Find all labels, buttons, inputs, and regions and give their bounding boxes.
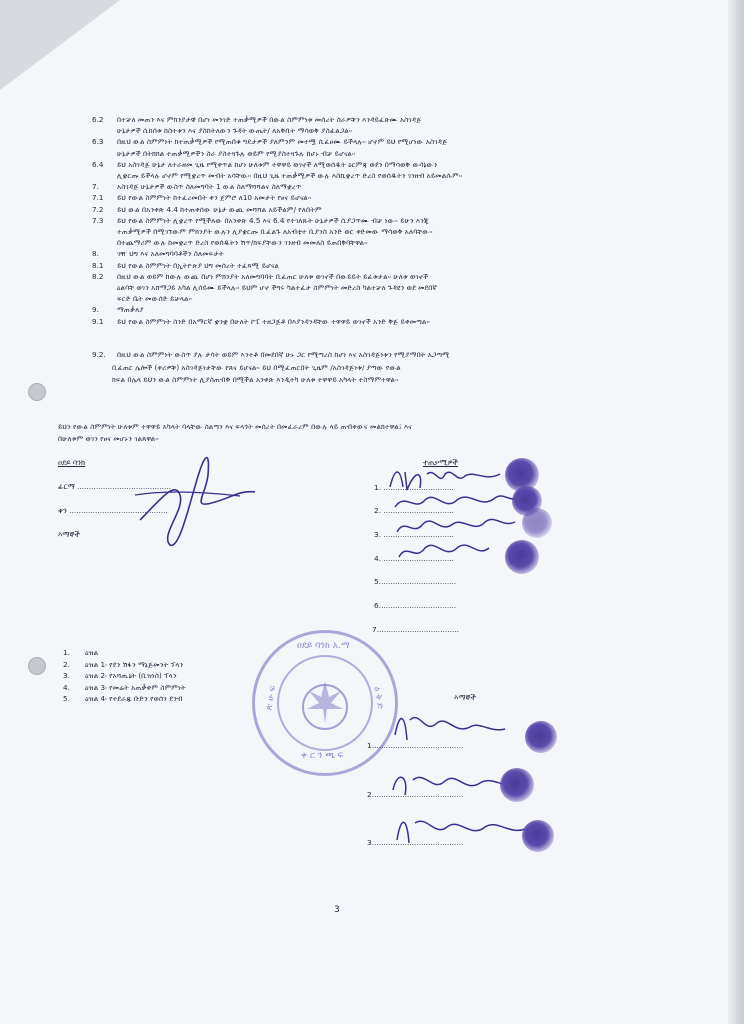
thumbprint bbox=[500, 768, 534, 802]
date-label: ቀን .......................................... bbox=[58, 506, 168, 515]
clause-number: 9. bbox=[92, 305, 99, 315]
clause-number: 6.4 bbox=[92, 159, 104, 169]
clause-line: ይህ የውል ስምምነት ከተፈረመበት ቀን ጀምሮ ለ10 አመታት የፀና ይሆናል፡፡ bbox=[117, 193, 312, 203]
closing-line: ይህን የውል ስምምነት ሁለቱም ተዋዋይ አካላት ባላቸው ስልጣን እና ፍላጎት መሰረት በመፈራረም በውሉ ላይ ጠብቀውና መልክተዋል፤ እና bbox=[58, 422, 413, 431]
clause-line: ተጠቃሚዎች በሚገኘውም ምክንያት ውሉን ሊያቋርጡ ቢፈልጉ ለአብቲተ ቢያንስ አንድ ወር ቀድመው ማሳወቅ አለባቸው፡፡ bbox=[117, 227, 433, 236]
punch-hole bbox=[28, 657, 46, 675]
witness-slot-1: 1....................................... bbox=[367, 741, 464, 750]
page-edge bbox=[728, 0, 744, 1024]
stamp-inner-ring bbox=[277, 655, 373, 751]
annex-item: ዕዝል 1፡ የደን ሽፋን ማኔጅመንት ፕላን bbox=[85, 659, 184, 669]
clause-line: በዚህ ውል ስምምነት ከተጠቃሚዎች የሚጠበቁ ግዴታዎች ያለምንም መተሟ ሲፈፀሙ ይችላሉ፡፡ ሆኖም ይህ የሚሆነው አስገዳጅ bbox=[117, 137, 448, 147]
clause-line: ይህ የውል ስምምነት በኢትዮጵያ ህግ መሰረት ተፈጻሚ ይሆናል bbox=[117, 260, 279, 270]
clause-line: ክፍል በሌላ ይህን ውል ስምምነት ሊያስጠብቅ በሚችል አንቀጽ እንዲተካ ሁለቱ ተዋዋይ አካላት ተስማምተዋል፡፡ bbox=[112, 375, 399, 384]
thumbprint bbox=[522, 820, 554, 852]
clause-number: 7. bbox=[92, 182, 99, 192]
slot-6: 6................................. bbox=[374, 601, 457, 610]
clause-line: በተጨማሪም ውሉ ከመቋረጥ ድረስ የወሰዱትን ሽጥ/ክፍያቸውን ገንዘብ መመለስ ይጠበቅባቸዋል፡፡ bbox=[117, 238, 368, 248]
thumbprint bbox=[505, 540, 539, 574]
annex-number: 3. bbox=[63, 671, 70, 680]
clause-line: በዚህ ውል ስምምነት ውስጥ ያሉ ታሳት ወይም እንተቶ በመደበኛ ሁኑ ጋር የሚጣረስ ከሆነ እና አስገዳጅነቱን የሚያማበት አጋጣሚ bbox=[117, 350, 450, 359]
clause-line: በተቻለ መጠን እና ምክንያታዊ በሆነ መንገድ ተጠቃሚዎች በውል ስምምነቱ መሰረት ስራዎቹን እንዳይፈጽሙ አስገዳጅ bbox=[117, 115, 422, 124]
annex-item: ዕዝል 3፡ የመሬት አጠቃቀም ስምምነት bbox=[85, 682, 186, 692]
stamp-top-text: ዐደይ ባንክ አ.ማ bbox=[297, 641, 350, 651]
clause-line: ይህ የውል ስምምነት ስንድ በአማርኛ ቋንቋ በሁለት ኮፒ ተዘጋጅቶ በእያንዳንዳቸው ተዋዋይ ወገኖች አንድ ቅጅ ይቀመጣል፡፡ bbox=[117, 316, 430, 326]
stamp-right-text: ዕ ቅ ድ bbox=[371, 686, 386, 710]
annex-number: 4. bbox=[63, 682, 70, 692]
clause-number: 6.2 bbox=[92, 115, 104, 124]
annex-number: 2. bbox=[63, 659, 70, 669]
official-stamp bbox=[252, 630, 398, 776]
clause-number: 7.2 bbox=[92, 204, 104, 214]
annex-number: 5. bbox=[63, 694, 70, 703]
thumbprint bbox=[525, 721, 557, 753]
clause-number: 8. bbox=[92, 249, 99, 259]
clause-line: ዕልባቸ ወገን አሸማጋይ አካል ሊሰይሙ ይችላሉ፡፡ ይህም ሆኖ ችግሩ ካልተፈታ ስምምነት መድረስ ካልተቻለ ጉዳዩን ወደ መደበኛ bbox=[117, 283, 437, 292]
annex-item: ዕዝል bbox=[85, 648, 99, 657]
slot-2: 2. .............................. bbox=[374, 506, 454, 515]
clause-line: ማጠቃለያ bbox=[117, 305, 144, 315]
folded-corner bbox=[0, 0, 120, 90]
clause-line: ይህ አስገዳጅ ሁኔታ ለተራዘመ ጊዜ የሚቀጥል ከሆነ ሁለቱም ተዋዋይ ወገኖች ለሚወሰዱት ዕርምጃ ወደን በማሳወቅ ውሳኔውን bbox=[117, 159, 438, 169]
stamp-emblem-icon bbox=[279, 657, 371, 749]
clause-line: አስገዳጅ ሁኔታዎች ውስጥ ስለመግባት 1 ውል ስለማሻሻልና ስለማቋረጥ bbox=[117, 182, 302, 192]
clause-number: 7.1 bbox=[92, 193, 104, 203]
stamp-left-text: ጽ ሁ ፍ bbox=[264, 684, 279, 712]
slot-7: 7................................... bbox=[372, 625, 459, 634]
witness-slot-2: 2....................................... bbox=[367, 790, 464, 799]
clause-line: ሁኔታዎች ሲከሰቱ ከስተቱን እና ያስከትለውን ጉዳት ውጤት/ ለአቅቢት ማሳወቅ ያስፈልጋል፡፡ bbox=[117, 126, 353, 136]
stamp-bottom-text: ቀ ር ን ጫ ፍ bbox=[301, 751, 344, 761]
punch-hole bbox=[28, 383, 46, 401]
annex-item: ዕዝል 2፡ የአሻጢኒት (ቢዝነስ) ፕላን bbox=[85, 671, 177, 680]
left-witnesses-label: እማኞች bbox=[58, 530, 80, 539]
clause-line: ፍርድ ቤት መውሰድ ይቻላል፡፡ bbox=[117, 294, 192, 304]
annex-number: 1. bbox=[63, 648, 70, 657]
clause-line: ይህ የውል ስምምነት ሊቋረጥ የሚችለው በአንቀጽ 4.5 እና 6.4 የተገለጹት ሁኔታዎች ሲያጋጥሙ ብቻ ነው፡፡ ይሁን እንጂ bbox=[117, 215, 430, 225]
clause-line: ሁኔታዎች በትክክል ተጠቃሚዎችን ስራ ያስተጓጉሉ ወይም የሚያስተጓጉሉ ከሆኑ ብቻ ይሆናል፡፡ bbox=[117, 148, 356, 158]
clause-number: 9.2. bbox=[92, 350, 106, 359]
clause-line: ሊቋርጡ ይችላሉ ሆኖም የሚቋረጥ መብት አሳቸው፡፡ በዚህ ጊዜ ተጠቃሚዎች ውሉ እስኪቋረጥ ድረስ የወሰዱትን ገንዘብ አይመልሱም፡፡ bbox=[117, 171, 463, 180]
page-number: 3 bbox=[334, 905, 340, 915]
right-signatures bbox=[385, 462, 525, 572]
slot-5: 5................................. bbox=[374, 577, 457, 586]
clause-line: ቢፈጠር ሌሎች (ቀሪዎቹ) አስገዳጅነታቸው የጸና ይሆናል፡፡ ይህ በሚፈጠርበት ጊዜም /አስገዳጅነቱ/ ያጣው የውል bbox=[112, 362, 401, 372]
clause-number: 7.3 bbox=[92, 215, 104, 225]
clause-number: 8.2 bbox=[92, 271, 104, 281]
right-party-title: ተጠቃሚዎች bbox=[423, 458, 458, 467]
thumbprint bbox=[522, 508, 552, 538]
clause-number: 8.1 bbox=[92, 260, 104, 270]
closing-line: በሁለቱም ወገን የፀና መሆኑን ገልጸዋል፡፡ bbox=[58, 434, 159, 443]
annex-item: ዕዝል 4፡ የተደራጁ ቡድን የወሰን ደንብ bbox=[85, 694, 183, 703]
clause-line: በዚህ ውል ወይም ከውሉ ውጪ በሆነ ምክንያት አለመግባባት ቢፈጠር ሁለቱ ወገኖች በውይይት ይፈቱታል፡፡ ሁለቱ ወገኖች bbox=[117, 271, 429, 281]
clause-number: 9.1 bbox=[92, 316, 104, 326]
clause-number: 6.3 bbox=[92, 137, 104, 147]
left-party-title: ዐደይ ባንክ bbox=[58, 458, 86, 467]
signature-label: ፊርማ ........................................ bbox=[58, 482, 172, 491]
slot-4: 4. .............................. bbox=[374, 554, 454, 563]
clause-line: ገዥ ህግ እና አለመግባባቶችን ስለመፍታት bbox=[117, 249, 224, 259]
left-signature bbox=[120, 440, 260, 560]
slot-3: 3. .............................. bbox=[374, 530, 454, 539]
witness-slot-3: 3....................................... bbox=[367, 838, 464, 847]
slot-1: 1. .............................. bbox=[374, 483, 454, 492]
clause-line: ይህ ውል በአንቀጽ 4.4 ከተጠቀሰው ሁኔታ ውጪ መሻሻል አይችልም/ የለበትም bbox=[117, 204, 322, 214]
witnesses-title: እማኞች bbox=[454, 693, 476, 702]
